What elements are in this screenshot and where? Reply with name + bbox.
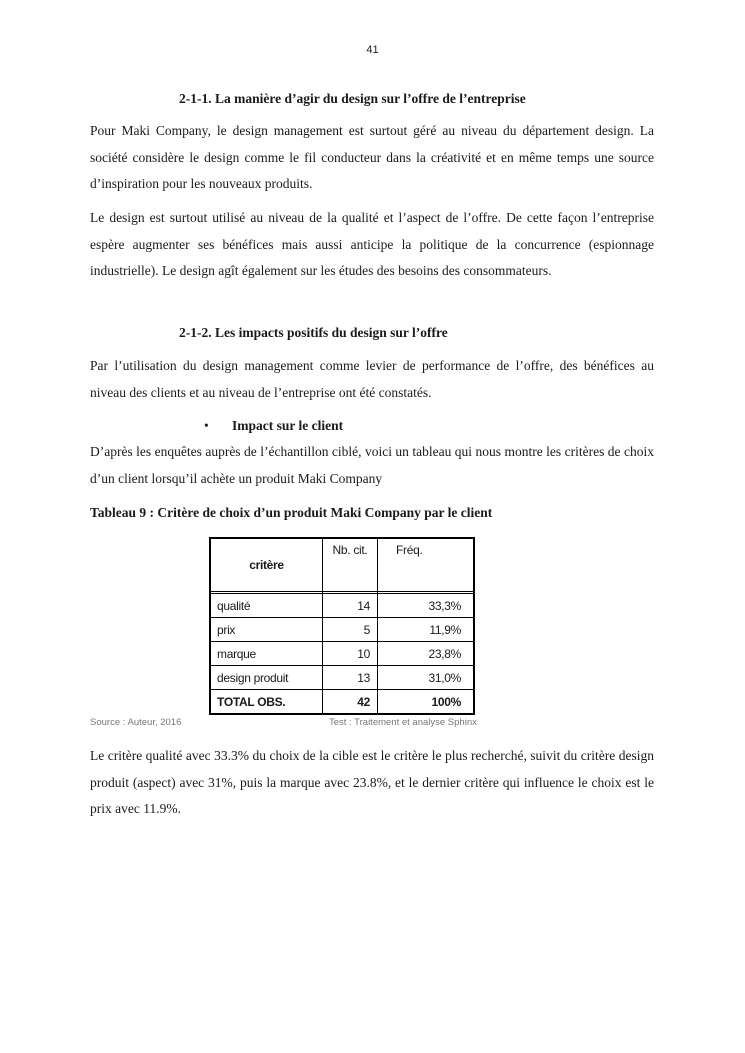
paragraph-design-quality: Le design est surtout utilisé au niveau de la qualité et l’aspect de l’offre. De cette façon l’entreprise espère augmenter ses bénéfices mais aussi anticipe la politique de la concurrence (espionnage industrielle). Le design agît également sur les études des besoins des consommateurs. (90, 210, 654, 278)
table-row (210, 594, 474, 618)
paragraph-design-department: Pour Maki Company, le design management est surtout géré au niveau du département design. La société considère le design comme le fil conducteur dans la créativité et en même temps une source d’inspiration pour les nouveaux produits. (90, 123, 654, 191)
bullet-label: Impact sur le client (232, 418, 344, 433)
cell-critere: prix (210, 618, 323, 642)
cell-freq: 31,0% (378, 666, 475, 690)
table-total-row (210, 690, 474, 715)
bullet-icon: • (204, 418, 209, 433)
section-heading-2-1-2: 2-1-2. Les impacts positifs du design sur l’offre (179, 325, 448, 340)
cell-freq: 11,9% (378, 618, 475, 642)
cell-critere: qualité (210, 594, 323, 618)
bullet-impact-client (204, 418, 343, 434)
section-heading-2-1-1: 2-1-1. La manière d’agir du design sur l’offre de l’entreprise (179, 91, 526, 106)
total-label: TOTAL OBS. (210, 690, 323, 715)
cell-critere: design produit (210, 666, 323, 690)
paragraph-design-levier: Par l’utilisation du design management comme levier de performance de l’offre, des bénéfices au niveau des clients et au niveau de l’entreprise ont été constatés. (90, 358, 654, 400)
cell-freq: 23,8% (378, 642, 475, 666)
page-number: 41 (366, 44, 379, 56)
header-freq: Fréq. (378, 538, 475, 592)
table-source: Source : Auteur, 2016 (90, 717, 182, 728)
table-row (210, 666, 474, 690)
cell-nb: 5 (323, 618, 378, 642)
paragraph-enquetes: D’après les enquêtes auprès de l’échantillon ciblé, voici un tableau qui nous montre les critères de choix d’un client lorsqu’il achète un produit Maki Company (90, 444, 654, 486)
table-row (210, 642, 474, 666)
cell-critere: marque (210, 642, 323, 666)
table-test-note: Test : Traitement et analyse Sphinx (329, 717, 477, 728)
header-critere: critère (210, 538, 323, 592)
cell-nb: 13 (323, 666, 378, 690)
cell-freq: 33,3% (378, 594, 475, 618)
cell-nb: 14 (323, 594, 378, 618)
paragraph-conclusion: Le critère qualité avec 33.3% du choix de la cible est le critère le plus recherché, suivit du critère design produit (aspect) avec 31%, puis la marque avec 23.8%, et le dernier critère qui influence le choix est le prix avec 11.9%. (90, 748, 654, 816)
header-nb-cit: Nb. cit. (323, 538, 378, 592)
table-caption: Tableau 9 : Critère de choix d’un produit Maki Company par le client (90, 505, 493, 520)
table-header-row (210, 538, 474, 592)
table-row (210, 618, 474, 642)
total-nb: 42 (323, 690, 378, 715)
total-freq: 100% (378, 690, 475, 715)
criteria-table (209, 537, 475, 715)
cell-nb: 10 (323, 642, 378, 666)
